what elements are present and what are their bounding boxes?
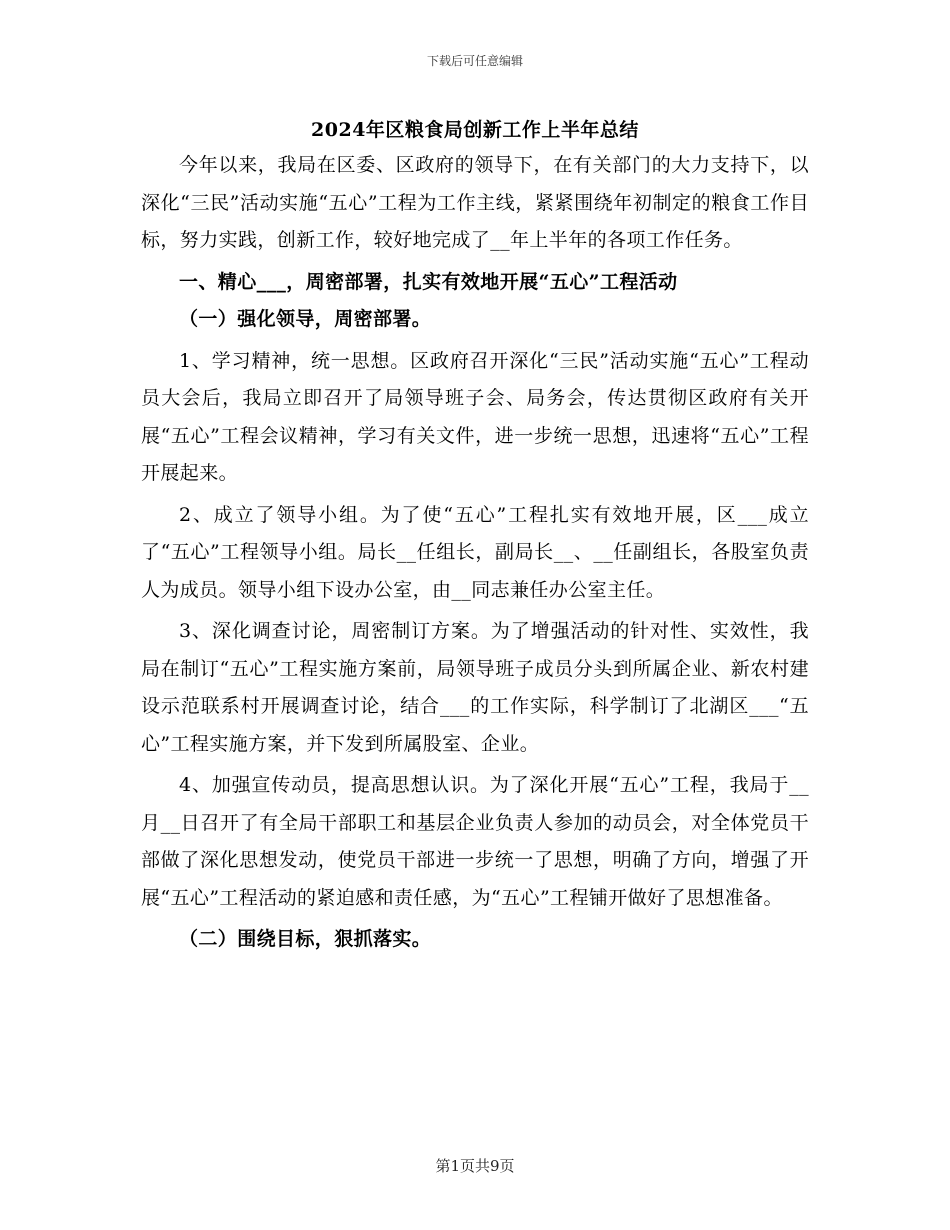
intro-paragraph: 今年以来，我局在区委、区政府的领导下，在有关部门的大力支持下，以深化“三民”活动实施“五心”工程为工作主线，紧紧围绕年初制定的粮食工作目标，努力实践，创新工作，较好地完成了__年上半年的各项工作任务。 <box>141 154 809 251</box>
list-item: 4、加强宣传动员，提高思想认识。为了深化开展“五心”工程，我局于__月__日召开了有全局干部职工和基层企业负责人参加的动员会，对全体党员干部做了深化思想发动，使党员干部进一步统一了思想，明确了方向，增强了开展“五心”工程活动的紧迫感和责任感，为“五心”工程铺开做好了思想准备。 <box>141 774 809 909</box>
header-note: 下载后可任意编辑 <box>426 54 523 68</box>
subsection-heading-1: （一）强化领导，周密部署。 <box>179 308 432 330</box>
section-heading-1: 一、精心___，周密部署，扎实有效地开展“五心”工程活动 <box>179 270 678 293</box>
page-number: 第1页共9页 <box>435 1157 515 1175</box>
list-item: 1、学习精神，统一思想。区政府召开深化“三民”活动实施“五心”工程动员大会后，我局立即召开了局领导班子会、局务会，传达贯彻区政府有关开展“五心”工程会议精神，学习有关文件，进一步统一思想，迅速将“五心”工程开展起来。 <box>141 349 809 484</box>
list-item: 2、成立了领导小组。为了使“五心”工程扎实有效地开展，区___成立了“五心”工程领导小组。局长__任组长，副局长__、__任副组长，各股室负责人为成员。领导小组下设办公室，由__同志兼任办公室主任。 <box>141 503 809 601</box>
document-body <box>141 147 809 959</box>
list-item: 3、深化调查讨论，周密制订方案。为了增强活动的针对性、实效性，我局在制订“五心”工程实施方案前，局领导班子成员分头到所属企业、新农村建设示范联系村开展调查讨论，结合___的工作实际，科学制订了北湖区___“五心”工程实施方案，并下发到所属股室、企业。 <box>141 620 809 755</box>
subsection-heading-2: （二）围绕目标，狠抓落实。 <box>179 928 432 950</box>
document-title: 2024年区粮食局创新工作上半年总结 <box>311 119 639 141</box>
